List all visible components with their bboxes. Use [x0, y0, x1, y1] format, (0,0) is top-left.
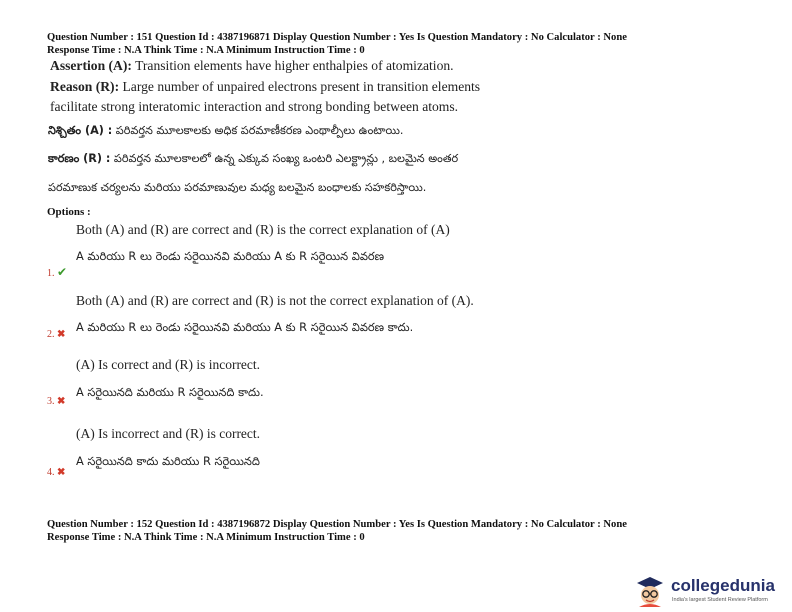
- assertion-label: Assertion (A):: [50, 58, 132, 73]
- reason-text-2: facilitate strong interatomic interaction and strong bonding between atoms.: [50, 99, 459, 114]
- assertion-text: Transition elements have higher enthalpies of atomization.: [131, 58, 454, 73]
- q151-header-line2: Response Time : N.A Think Time : N.A Minimum Instruction Time : 0: [47, 45, 365, 56]
- option-3-telugu: A సరైయినది మరియు R సరైయినది కాదు.: [76, 385, 264, 399]
- telugu-assertion-text: పరివర్తన మూలకాలకు అధిక పరమాణీకరణ ఎంథాల్పీలు ఉంటాయి.: [112, 124, 404, 137]
- brand-tagline: India's largest Student Review Platform: [672, 597, 768, 603]
- telugu-reason-label: కారణం (R) :: [48, 152, 111, 165]
- option-3-english: (A) Is correct and (R) is incorrect.: [76, 357, 261, 372]
- cross-icon: ✖: [57, 329, 66, 340]
- option-2-number: [47, 329, 65, 340]
- option-2-num: 2.: [47, 329, 55, 340]
- option-1-num: 1.: [47, 268, 55, 279]
- option-2-telugu: A మరియు R లు రెండు సరైయినవి మరియు A కు R సరైయిన వివరణ కాదు.: [76, 320, 414, 334]
- telugu-assertion: [48, 121, 403, 140]
- telugu-reason-text-1: పరివర్తన మూలకాలలో ఉన్న ఎక్కువ సంఖ్య ఒంటరి ఎలక్ట్రాన్లు , బలమైన అంతర: [110, 152, 459, 165]
- q152-header-line1: Question Number : 152 Question Id : 4387196872 Display Question Number : Yes Is Question Mandatory : No Calculator : None: [47, 519, 627, 530]
- option-4-number: [47, 467, 65, 478]
- telugu-reason: [48, 149, 458, 168]
- assertion-statement: [50, 56, 454, 75]
- telugu-assertion-label: నిశ్చితం (A) :: [48, 124, 113, 137]
- q151-header-line1: Question Number : 151 Question Id : 4387196871 Display Question Number : Yes Is Question Mandatory : No Calculator : None: [47, 32, 627, 43]
- reason-label: Reason (R):: [50, 79, 120, 94]
- option-3-num: 3.: [47, 396, 55, 407]
- check-icon: ✔: [57, 265, 68, 279]
- option-1-number: [47, 265, 67, 280]
- q152-header-line2: Response Time : N.A Think Time : N.A Minimum Instruction Time : 0: [47, 532, 365, 543]
- option-2-english: Both (A) and (R) are correct and (R) is not the correct explanation of (A).: [76, 293, 474, 308]
- option-1-telugu: A మరియు R లు రెండు సరైయినవి మరియు A కు R సరైయిన వివరణ: [76, 249, 385, 263]
- collegedunia-logo: [633, 574, 783, 608]
- option-3-number: [47, 396, 65, 407]
- cross-icon: ✖: [57, 467, 66, 478]
- option-4-num: 4.: [47, 467, 55, 478]
- reason-statement: [50, 77, 480, 96]
- option-4-telugu: A సరైయినది కాదు మరియు R సరైయినది: [76, 454, 260, 468]
- cross-icon: ✖: [57, 396, 66, 407]
- brand-name: collegedunia: [671, 576, 775, 595]
- telugu-reason-text-2: పరమాణుక చర్యలను మరియు పరమాణువుల మధ్య బలమైన బంధాలకు సహకరిస్తాయి.: [48, 181, 427, 194]
- option-4-english: (A) Is incorrect and (R) is correct.: [76, 426, 261, 441]
- options-label: Options :: [47, 206, 91, 218]
- mascot-icon: [633, 574, 667, 608]
- option-1-english: Both (A) and (R) are correct and (R) is the correct explanation of (A): [76, 222, 450, 237]
- reason-text-1: Large number of unpaired electrons present in transition elements: [119, 79, 481, 94]
